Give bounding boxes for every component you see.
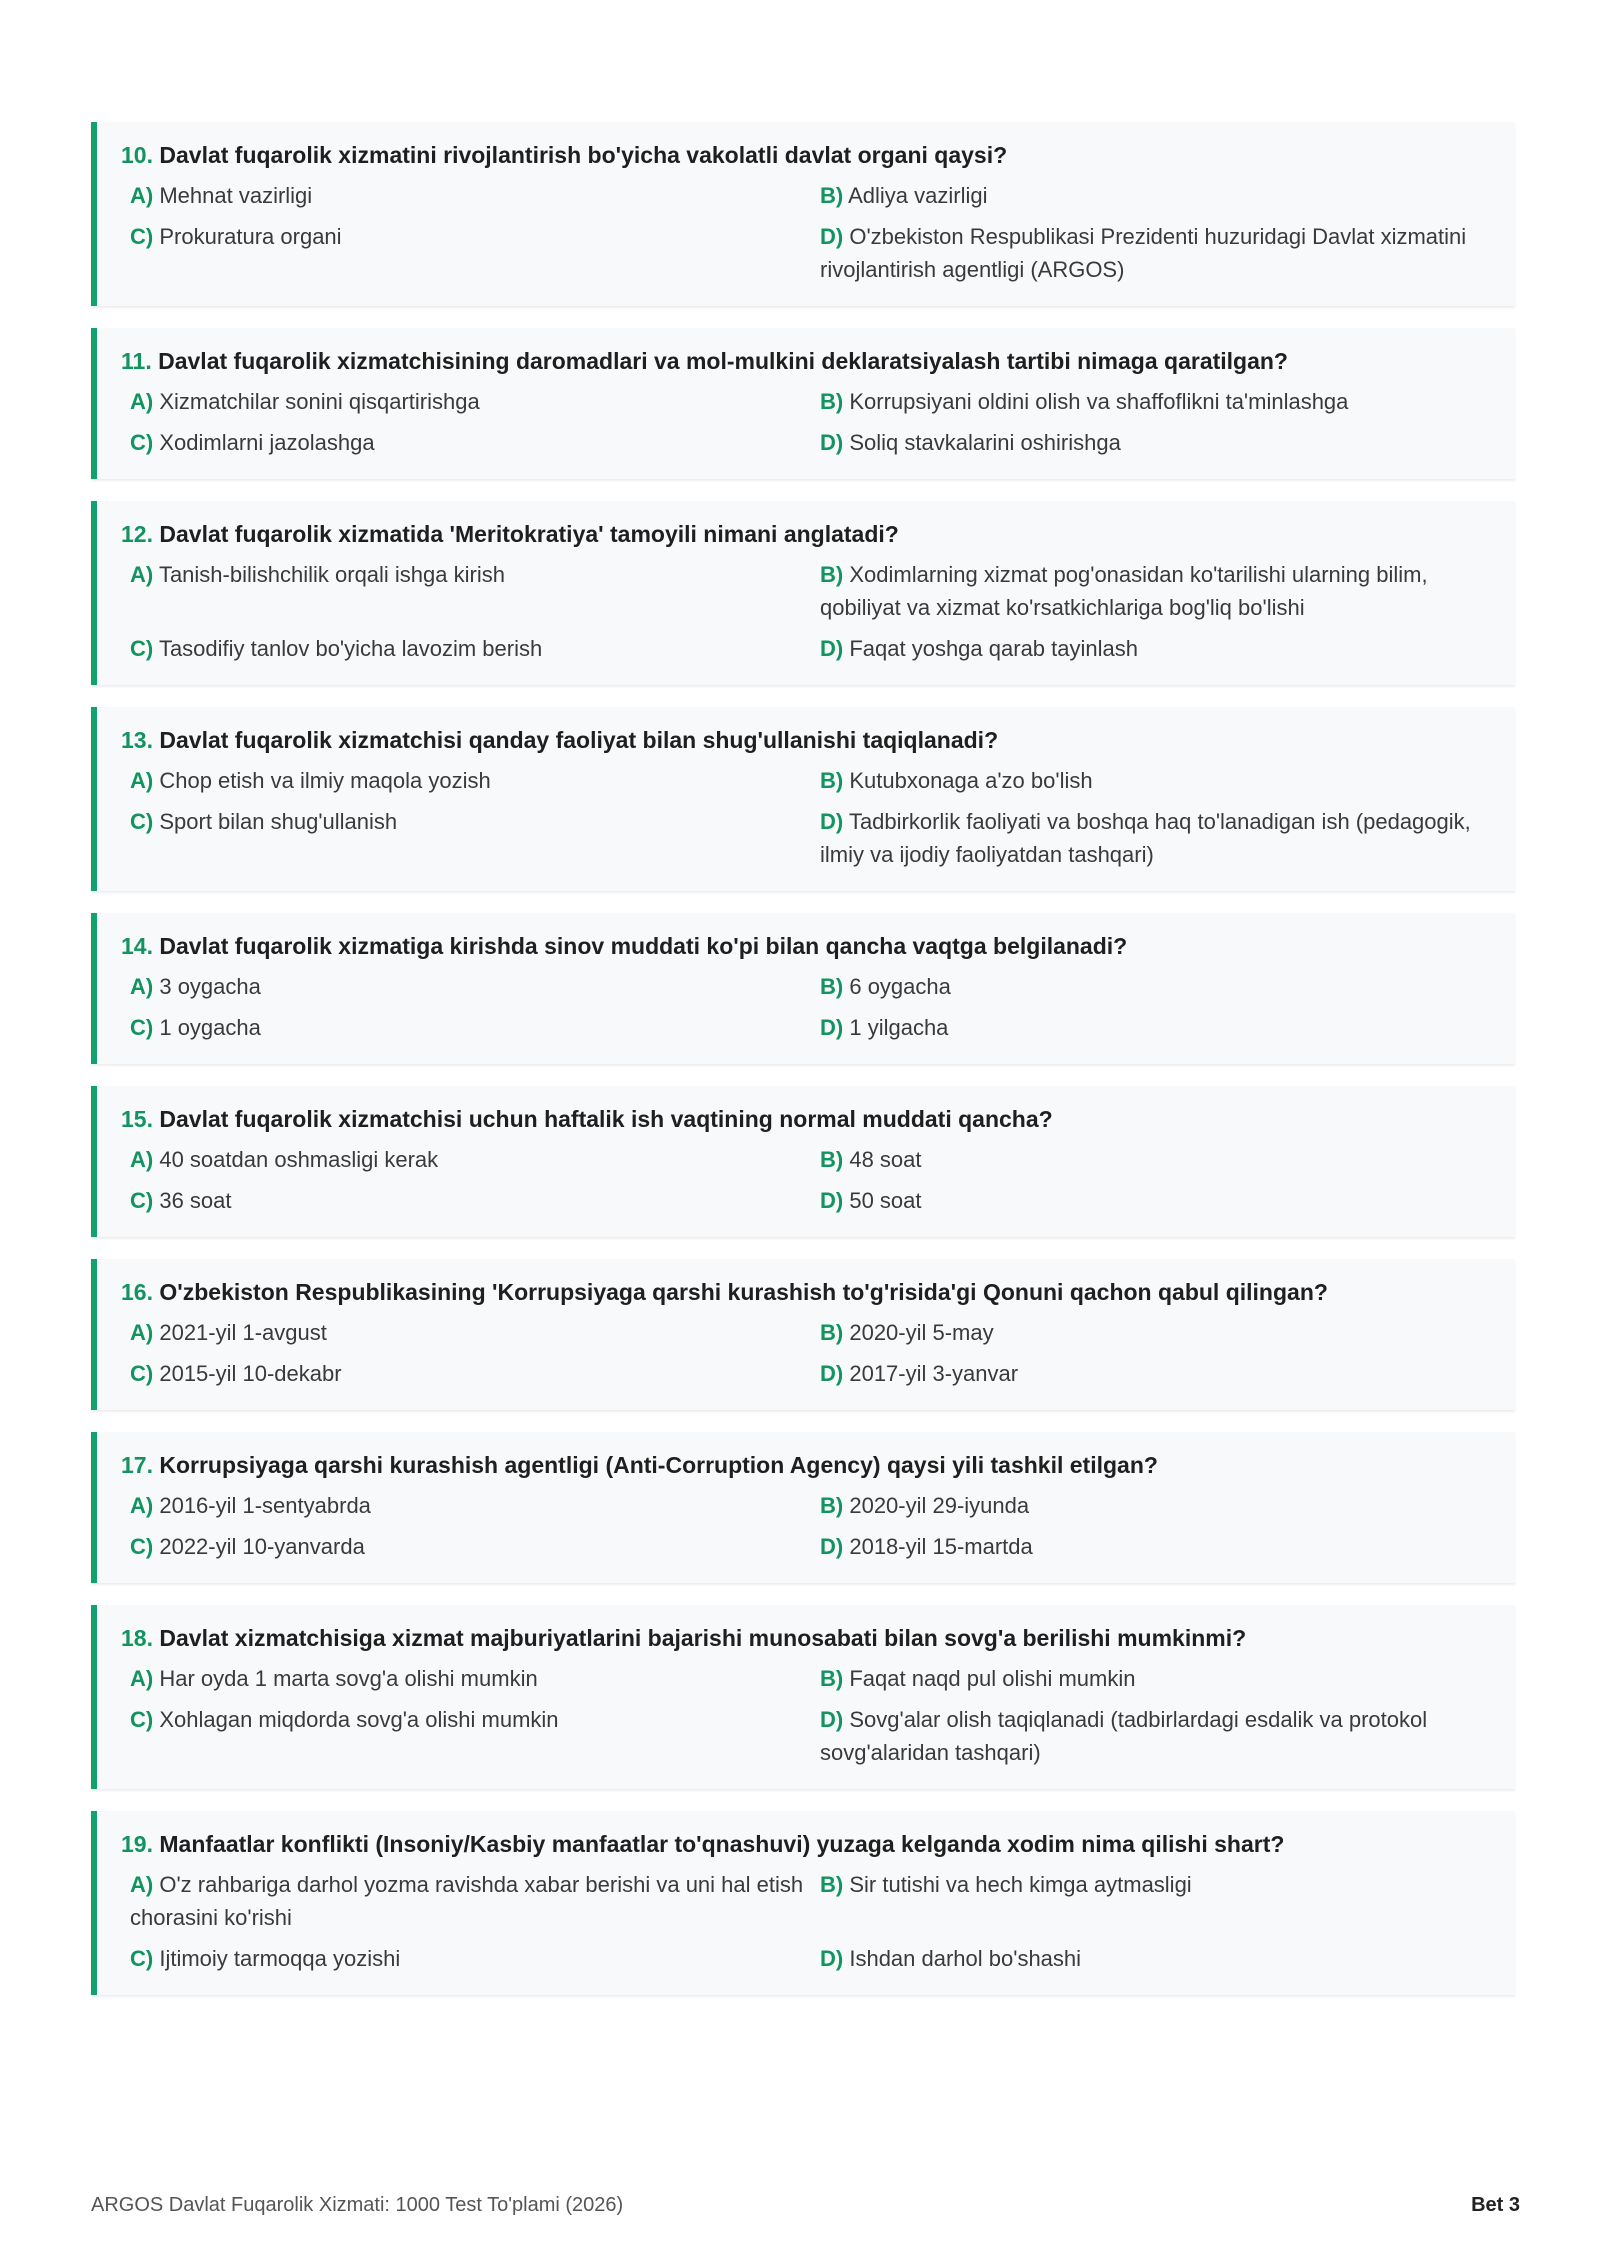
option-text: 2016-yil 1-sentyabrda xyxy=(159,1493,371,1518)
option-text: Korrupsiyani oldini olish va shaffoflikni ta'minlashga xyxy=(849,389,1349,414)
answer-options xyxy=(121,385,1491,459)
option-letter: D) xyxy=(820,1946,844,1971)
question-text: Davlat fuqarolik xizmatchisi qanday faoliyat bilan shug'ullanishi taqiqlanadi? xyxy=(159,727,999,753)
option-text: Chop etish va ilmiy maqola yozish xyxy=(159,768,491,793)
option-letter: D) xyxy=(820,1707,844,1732)
answer-option[interactable] xyxy=(130,558,820,624)
option-text: Xohlagan miqdorda sovg'a olishi mumkin xyxy=(159,1707,559,1732)
question-title xyxy=(121,1277,1491,1307)
option-letter: C) xyxy=(130,809,154,834)
option-text: Tasodifiy tanlov bo'yicha lavozim berish xyxy=(158,636,543,661)
option-text: 1 oygacha xyxy=(159,1015,261,1040)
answer-option[interactable] xyxy=(130,385,820,418)
question-card xyxy=(91,1432,1515,1583)
option-text: Adliya vazirligi xyxy=(848,183,988,208)
option-letter: B) xyxy=(820,1320,844,1345)
question-number: 19. xyxy=(121,1831,153,1857)
option-letter: A) xyxy=(130,1872,154,1897)
option-letter: A) xyxy=(130,1320,154,1345)
question-number: 13. xyxy=(121,727,153,753)
option-letter: D) xyxy=(820,1188,844,1213)
option-letter: A) xyxy=(130,1666,154,1691)
answer-options xyxy=(121,1489,1491,1563)
answer-option[interactable] xyxy=(130,970,820,1003)
question-text: Davlat fuqarolik xizmatida 'Meritokratiya' tamoyili nimani anglatadi? xyxy=(159,521,899,547)
answer-options xyxy=(121,558,1491,665)
option-text: Xodimlarning xizmat pog'onasidan ko'tarilishi ularning bilim, qobiliyat va xizmat ko'rsatkichlariga bog'liq bo'lishi xyxy=(820,562,1428,620)
option-letter: D) xyxy=(820,636,844,661)
question-title xyxy=(121,725,1491,755)
answer-options xyxy=(121,764,1491,871)
answer-options xyxy=(121,179,1491,286)
question-title xyxy=(121,1829,1491,1859)
answer-option[interactable] xyxy=(820,385,1491,418)
option-letter: B) xyxy=(820,974,844,999)
option-letter: C) xyxy=(130,224,154,249)
option-text: 36 soat xyxy=(159,1188,232,1213)
answer-option[interactable] xyxy=(130,220,820,286)
answer-options xyxy=(121,1662,1491,1769)
option-text: 2020-yil 29-iyunda xyxy=(849,1493,1030,1518)
option-text: Faqat naqd pul olishi mumkin xyxy=(849,1666,1136,1691)
answer-option[interactable] xyxy=(130,1143,820,1176)
option-letter: C) xyxy=(130,1534,154,1559)
option-letter: A) xyxy=(130,768,154,793)
option-letter: C) xyxy=(130,1188,154,1213)
option-text: 1 yilgacha xyxy=(849,1015,949,1040)
question-card xyxy=(91,328,1515,479)
option-letter: D) xyxy=(820,1015,844,1040)
question-title xyxy=(121,931,1491,961)
question-text: Korrupsiyaga qarshi kurashish agentligi (Anti-Corruption Agency) qaysi yili tashkil etilgan? xyxy=(159,1452,1158,1478)
answer-options xyxy=(121,1316,1491,1390)
question-text: Davlat fuqarolik xizmatini rivojlantirish bo'yicha vakolatli davlat organi qaysi? xyxy=(159,142,1008,168)
answer-option[interactable] xyxy=(130,1662,820,1695)
option-letter: B) xyxy=(820,1147,844,1172)
page-number: Bet 3 xyxy=(1471,2194,1520,2216)
option-text: 2021-yil 1-avgust xyxy=(159,1320,327,1345)
question-list xyxy=(91,122,1515,2017)
answer-option[interactable] xyxy=(820,179,1491,212)
option-letter: B) xyxy=(820,1493,844,1518)
answer-option[interactable] xyxy=(130,1942,820,1975)
question-card xyxy=(91,913,1515,1064)
answer-option[interactable] xyxy=(130,179,820,212)
option-text: Tadbirkorlik faoliyati va boshqa haq to'lanadigan ish (pedagogik, ilmiy va ijodiy faoliyatdan tashqari) xyxy=(820,809,1471,867)
answer-option[interactable] xyxy=(820,1357,1491,1390)
answer-option[interactable] xyxy=(820,1942,1491,1975)
answer-option[interactable] xyxy=(820,1316,1491,1349)
question-number: 10. xyxy=(121,142,153,168)
option-letter: C) xyxy=(130,430,154,455)
answer-option[interactable] xyxy=(130,1184,820,1217)
option-text: 2022-yil 10-yanvarda xyxy=(159,1534,365,1559)
option-text: O'z rahbariga darhol yozma ravishda xabar berishi va uni hal etish chorasini ko'rishi xyxy=(130,1872,804,1930)
answer-option[interactable] xyxy=(130,632,820,665)
option-text: 40 soatdan oshmasligi kerak xyxy=(159,1147,439,1172)
answer-option[interactable] xyxy=(130,1530,820,1563)
answer-option[interactable] xyxy=(130,1357,820,1390)
option-letter: C) xyxy=(130,636,154,661)
question-text: Davlat fuqarolik xizmatiga kirishda sinov muddati ko'pi bilan qancha vaqtga belgilanadi? xyxy=(159,933,1128,959)
option-text: Har oyda 1 marta sovg'a olishi mumkin xyxy=(159,1666,538,1691)
option-letter: D) xyxy=(820,224,844,249)
answer-option[interactable] xyxy=(820,1011,1491,1044)
option-letter: A) xyxy=(130,1493,154,1518)
option-text: Kutubxonaga a'zo bo'lish xyxy=(849,768,1093,793)
question-number: 12. xyxy=(121,521,153,547)
answer-option[interactable] xyxy=(820,805,1491,871)
option-text: Tanish-bilishchilik orqali ishga kirish xyxy=(158,562,505,587)
option-letter: B) xyxy=(820,768,844,793)
question-card xyxy=(91,501,1515,685)
answer-option[interactable] xyxy=(130,1703,820,1769)
answer-option[interactable] xyxy=(820,220,1491,286)
question-text: Davlat fuqarolik xizmatchisi uchun haftalik ish vaqtining normal muddati qancha? xyxy=(159,1106,1053,1132)
option-text: O'zbekiston Respublikasi Prezidenti huzuridagi Davlat xizmatini rivojlantirish agentligi (ARGOS) xyxy=(820,224,1467,282)
option-text: 2017-yil 3-yanvar xyxy=(849,1361,1019,1386)
option-text: 6 oygacha xyxy=(849,974,951,999)
option-text: Sir tutishi va hech kimga aytmasligi xyxy=(849,1872,1192,1897)
question-number: 17. xyxy=(121,1452,153,1478)
answer-options xyxy=(121,1143,1491,1217)
option-letter: C) xyxy=(130,1361,154,1386)
option-letter: B) xyxy=(820,183,844,208)
question-number: 11. xyxy=(121,348,152,374)
option-text: Sovg'alar olish taqiqlanadi (tadbirlardagi esdalik va protokol sovg'alaridan tashqari) xyxy=(820,1707,1428,1765)
option-letter: D) xyxy=(820,809,844,834)
question-card xyxy=(91,1259,1515,1410)
option-letter: D) xyxy=(820,1534,844,1559)
question-card xyxy=(91,1811,1515,1995)
answer-option[interactable] xyxy=(820,1184,1491,1217)
answer-option[interactable] xyxy=(130,1868,820,1934)
answer-option[interactable] xyxy=(820,1703,1491,1769)
option-letter: C) xyxy=(130,1015,154,1040)
question-title xyxy=(121,1623,1491,1653)
question-text: Manfaatlar konflikti (Insoniy/Kasbiy manfaatlar to'qnashuvi) yuzaga kelganda xodim nima qilishi shart? xyxy=(159,1831,1285,1857)
option-text: 2015-yil 10-dekabr xyxy=(159,1361,342,1386)
option-text: Sport bilan shug'ullanish xyxy=(159,809,398,834)
answer-options xyxy=(121,970,1491,1044)
question-text: Davlat fuqarolik xizmatchisining daromadlari va mol-mulkini deklaratsiyalash tartibi nimaga qaratilgan? xyxy=(158,348,1288,374)
question-number: 15. xyxy=(121,1106,153,1132)
question-text: Davlat xizmatchisiga xizmat majburiyatlarini bajarishi munosabati bilan sovg'a berilishi mumkinmi? xyxy=(159,1625,1247,1651)
question-card xyxy=(91,1086,1515,1237)
question-title xyxy=(121,1450,1491,1480)
option-text: Soliq stavkalarini oshirishga xyxy=(849,430,1121,455)
question-title xyxy=(121,346,1491,376)
option-letter: B) xyxy=(820,1872,844,1897)
answer-option[interactable] xyxy=(130,1316,820,1349)
option-text: Ijtimoiy tarmoqqa yozishi xyxy=(159,1946,401,1971)
option-text: 48 soat xyxy=(849,1147,922,1172)
option-letter: B) xyxy=(820,1666,844,1691)
question-text: O'zbekiston Respublikasining 'Korrupsiyaga qarshi kurashish to'g'risida'gi Qonuni qachon qabul qilingan? xyxy=(159,1279,1328,1305)
option-letter: A) xyxy=(130,1147,154,1172)
option-text: 2020-yil 5-may xyxy=(849,1320,994,1345)
answer-option[interactable] xyxy=(820,764,1491,797)
answer-option[interactable] xyxy=(820,1143,1491,1176)
option-letter: D) xyxy=(820,430,844,455)
page-footer xyxy=(91,2194,1520,2217)
option-text: 3 oygacha xyxy=(159,974,261,999)
option-letter: A) xyxy=(130,974,154,999)
answer-option[interactable] xyxy=(820,426,1491,459)
answer-option[interactable] xyxy=(130,1011,820,1044)
question-title xyxy=(121,519,1491,549)
option-letter: B) xyxy=(820,562,844,587)
option-text: Prokuratura organi xyxy=(159,224,342,249)
option-letter: D) xyxy=(820,1361,844,1386)
option-letter: A) xyxy=(130,562,154,587)
option-letter: A) xyxy=(130,183,154,208)
answer-option[interactable] xyxy=(820,1530,1491,1563)
option-letter: B) xyxy=(820,389,844,414)
question-card xyxy=(91,122,1515,306)
answer-option[interactable] xyxy=(820,1662,1491,1695)
answer-option[interactable] xyxy=(130,805,820,871)
answer-option[interactable] xyxy=(130,764,820,797)
question-number: 18. xyxy=(121,1625,153,1651)
question-card xyxy=(91,707,1515,891)
option-text: Xodimlarni jazolashga xyxy=(159,430,375,455)
option-text: 50 soat xyxy=(849,1188,922,1213)
answer-option[interactable] xyxy=(820,1868,1491,1934)
option-text: Xizmatchilar sonini qisqartirishga xyxy=(159,389,480,414)
option-text: Ishdan darhol bo'shashi xyxy=(849,1946,1082,1971)
answer-option[interactable] xyxy=(130,1489,820,1522)
question-card xyxy=(91,1605,1515,1789)
answer-options xyxy=(121,1868,1491,1975)
answer-option[interactable] xyxy=(820,970,1491,1003)
option-text: 2018-yil 15-martda xyxy=(849,1534,1033,1559)
question-number: 16. xyxy=(121,1279,153,1305)
answer-option[interactable] xyxy=(820,632,1491,665)
option-letter: C) xyxy=(130,1946,154,1971)
question-title xyxy=(121,140,1491,170)
option-text: Faqat yoshga qarab tayinlash xyxy=(849,636,1138,661)
answer-option[interactable] xyxy=(130,426,820,459)
option-text: Mehnat vazirligi xyxy=(159,183,313,208)
answer-option[interactable] xyxy=(820,558,1491,624)
question-number: 14. xyxy=(121,933,153,959)
option-letter: A) xyxy=(130,389,154,414)
footer-title: ARGOS Davlat Fuqarolik Xizmati: 1000 Test To'plami (2026) xyxy=(91,2194,624,2216)
answer-option[interactable] xyxy=(820,1489,1491,1522)
question-title xyxy=(121,1104,1491,1134)
option-letter: C) xyxy=(130,1707,154,1732)
